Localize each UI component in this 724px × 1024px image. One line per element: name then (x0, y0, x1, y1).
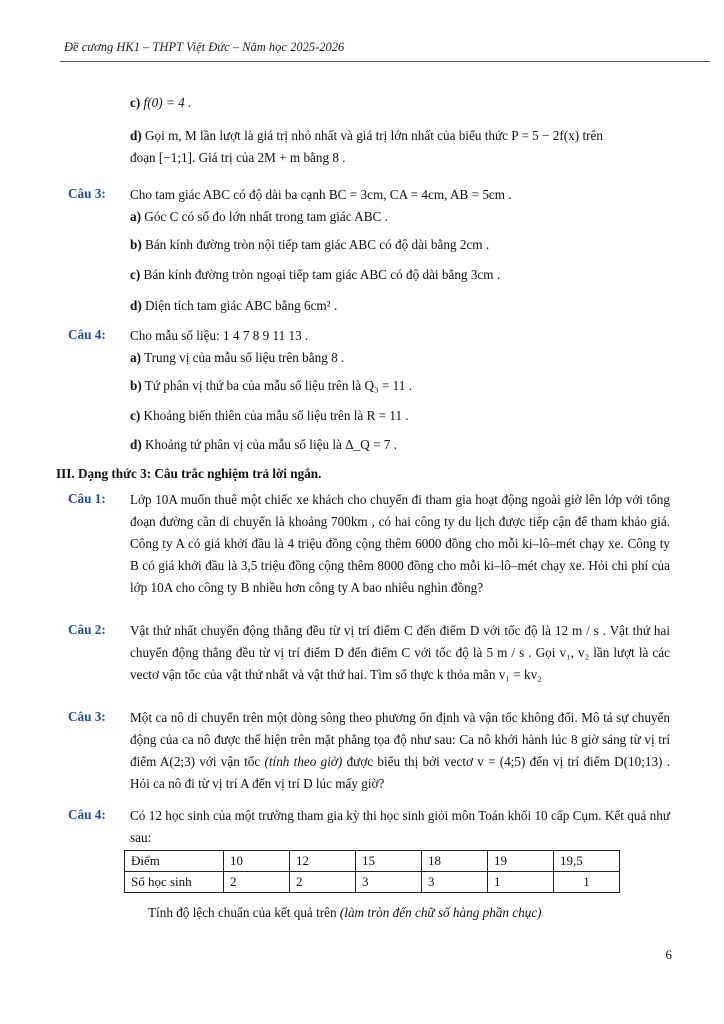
question-text: Có 12 học sinh của một trường tham gia kỳ thi học sinh giỏi môn Toán khối 10 cấp Cụm. Kết quả như sau: (130, 808, 670, 845)
table-cell: 1 (488, 872, 554, 893)
score-table (124, 850, 620, 893)
table-cell: 15 (356, 851, 422, 872)
page-number: 6 (665, 947, 672, 962)
option-label: b) (130, 237, 142, 252)
item-text-cont: đoạn [−1;1]. Giá trị của 2M + m bằng 8 . (130, 150, 346, 165)
question-label: Câu 3: (68, 709, 106, 724)
option-d (130, 436, 397, 454)
option-label: a) (130, 350, 141, 365)
question-label: Câu 1: (68, 491, 106, 506)
table-row (125, 872, 620, 893)
question-label: Câu 2: (68, 622, 106, 637)
header-rule (60, 61, 710, 62)
option-text: Góc C có số đo lớn nhất trong tam giác ABC . (144, 209, 388, 224)
table-cell: 19,5 (554, 851, 620, 872)
note-text: Tính độ lệch chuẩn của kết quả trên (148, 905, 340, 920)
item-text: f(0) = 4 . (143, 95, 192, 110)
question-stem: Cho tam giác ABC có độ dài ba cạnh BC = 3cm, CA = 4cm, AB = 5cm . (130, 187, 512, 202)
option-text: Khoảng biến thiên của mẫu số liệu trên là R = 11 . (143, 408, 409, 423)
option-b (130, 236, 489, 254)
page-header: Đề cương HK1 – THPT Việt Đức – Năm học 2025-2026 (64, 40, 345, 54)
table-cell: 12 (290, 851, 356, 872)
question-stem: Cho mẫu số liệu: 1 4 7 8 9 11 13 . (130, 328, 309, 343)
table-cell: 2 (290, 872, 356, 893)
table-cell: 2 (224, 872, 290, 893)
question-label: Câu 4: (68, 807, 106, 822)
option-text: Bán kính đường tròn nội tiếp tam giác ABC có độ dài bằng 2cm . (145, 237, 490, 252)
question-text-part: Một ca nô di chuyển trên một dòng sông theo phương ổn định và vận tốc không đổi. Mô tả sự chuyển động của ca nô được thể hiện trên mặt phẳng tọa độ như sau: Ca nô khởi hành lúc 8 giờ sáng từ vị trí điểm A(2;3) với vận tốc (130, 710, 670, 769)
table-cell: 3 (422, 872, 488, 893)
table-cell: 10 (224, 851, 290, 872)
question-text: Lớp 10A muốn thuê một chiếc xe khách cho chuyến đi tham gia hoạt động ngoài giờ lên lớp với tổng đoạn đường cần di chuyển là khoảng 700km , có hai công ty du lịch được tiếp cận để tham khảo giá. Công ty A có giá khởi đầu là 4 triệu đồng cộng thêm 6000 đồng cho mỗi ki–lô–mét chạy xe. Công ty B có giá khởi đầu là 3,5 triệu đồng cộng thêm 8000 đồng cho mỗi ki–lô–mét chạy xe. Hỏi chi phí của lớp 10A cho công ty B nhiều hơn công ty A bao nhiêu nghìn đồng? (130, 492, 670, 595)
option-a (130, 349, 344, 367)
section-heading: III. Dạng thức 3: Câu trắc nghiệm trả lời ngắn. (56, 466, 322, 481)
option-b (130, 377, 412, 395)
item-label: c) (130, 95, 141, 110)
note-italic: (làm tròn đến chữ số hàng phần chục) (339, 905, 542, 920)
item-c (130, 94, 191, 112)
option-text: Tứ phân vị thứ ba của mẫu số liệu trên là Q₃ = 11 . (144, 378, 412, 393)
item-label: d) (130, 128, 142, 143)
option-text: Diện tích tam giác ABC bằng 6cm² . (145, 298, 338, 313)
question-text (130, 707, 670, 795)
question-label: Câu 3: (68, 186, 106, 201)
question-label: Câu 4: (68, 327, 106, 342)
table-cell: Số học sinh (125, 872, 224, 893)
table-cell: 1 (554, 872, 620, 893)
option-label: b) (130, 378, 142, 393)
item-d (130, 125, 670, 169)
option-label: d) (130, 298, 142, 313)
option-c (130, 266, 500, 284)
table-cell: 3 (356, 872, 422, 893)
table-cell: 18 (422, 851, 488, 872)
option-label: c) (130, 408, 141, 423)
table-note (148, 905, 542, 921)
option-text: Trung vị của mẫu số liệu trên bằng 8 . (144, 350, 345, 365)
item-text: Gọi m, M lần lượt là giá trị nhỏ nhất và giá trị lớn nhất của biểu thức P = 5 − 2f(x) trên (145, 128, 603, 143)
option-d (130, 297, 337, 315)
question-text-part: được biểu thị bởi vectơ v = (4;5) đến vị trí điểm D(10;13) . Hỏi ca nô đi từ vị trí A đến vị trí D lúc mấy giờ? (130, 754, 670, 791)
option-label: a) (130, 209, 141, 224)
option-label: c) (130, 267, 141, 282)
table-cell: Điểm (125, 851, 224, 872)
option-text: Khoảng tứ phân vị của mẫu số liệu là Δ_Q = 7 . (145, 437, 397, 452)
question-text: Vật thứ nhất chuyển động thẳng đều từ vị trí điểm C đến điểm D với tốc độ là 12 m / s . Vật thứ hai chuyển động thẳng đều từ vị trí điểm D đến điểm C với tốc độ là 5 m / s . Gọi v₁, v₂ lần lượt là các vectơ vận tốc của vật thứ nhất và vật thứ hai. Tìm số thực k thỏa mãn v₁ = kv₂ (130, 623, 670, 682)
option-label: d) (130, 437, 142, 452)
option-c (130, 407, 409, 425)
question-text-italic: (tính theo giờ) (264, 754, 343, 769)
option-a (130, 208, 388, 226)
table-cell: 19 (488, 851, 554, 872)
table-row (125, 851, 620, 872)
option-text: Bán kính đường tròn ngoại tiếp tam giác ABC có độ dài bằng 3cm . (143, 267, 501, 282)
